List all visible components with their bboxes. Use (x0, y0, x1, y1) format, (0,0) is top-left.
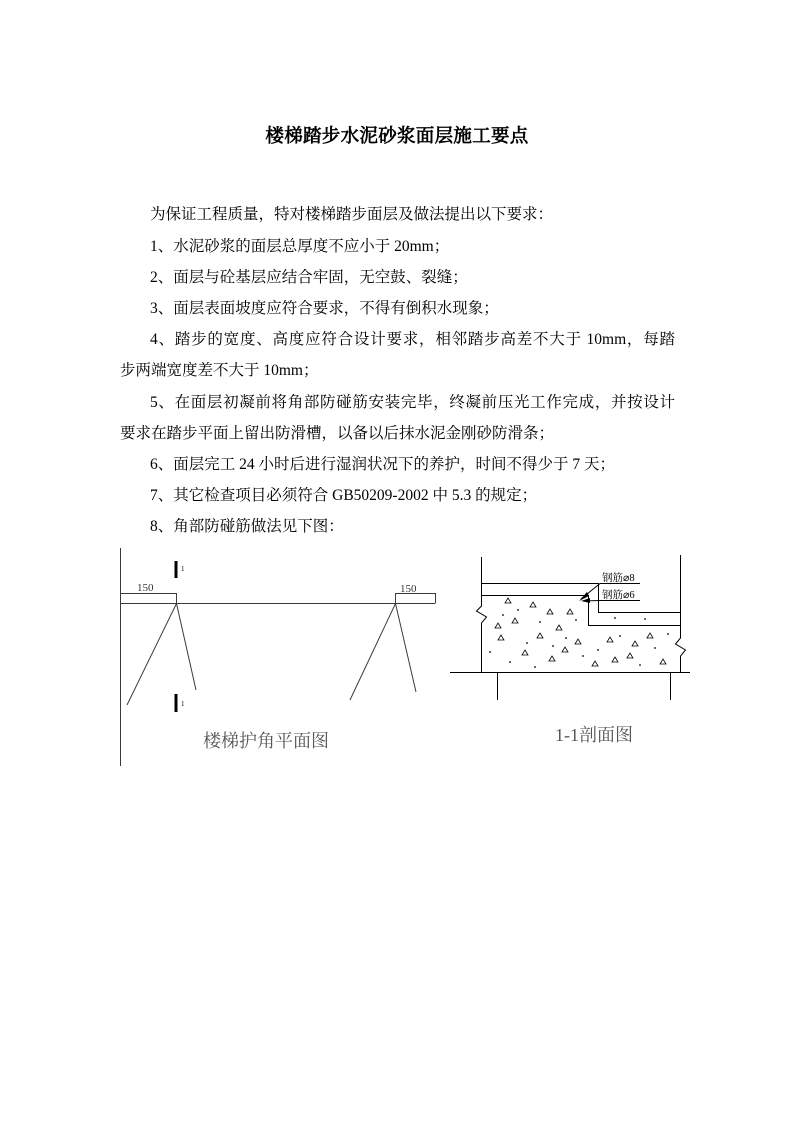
dimension-box-right (396, 594, 436, 604)
concrete-aggregate-dots (489, 609, 669, 668)
rebar-label-diameter-6: 钢筋⌀6 (602, 590, 635, 601)
dimension-box-left (120, 594, 177, 604)
section-mark-top-bar (175, 561, 178, 578)
requirement-item-4-line-1: 4、踏步的宽度、高度应符合设计要求，相邻踏步高差不大于 10mm，每踏 (150, 331, 675, 349)
section-mark-bottom-bar (175, 694, 178, 712)
corner-guard-left (127, 604, 196, 706)
intro-paragraph: 为保证工程质量，特对楼梯踏步面层及做法提出以下要求： (150, 206, 554, 224)
requirement-item-5-line-2: 要求在踏步平面上留出防滑槽，以备以后抹水泥金刚砂防滑条； (120, 424, 555, 442)
requirement-item-4-line-2: 步两端宽度差不大于 10mm； (120, 362, 319, 380)
requirement-item-5-line-1: 5、在面层初凝前将角部防碰筋安装完毕，终凝前压光工作完成，并按设计 (150, 393, 675, 411)
page-title: 楼梯踏步水泥砂浆面层施工要点 (265, 127, 529, 147)
requirement-item-1: 1、水泥砂浆的面层总厚度不应小于 20mm； (150, 237, 450, 255)
section-mark-top-label: 1 (181, 565, 185, 573)
section-figure-caption: 1-1剖面图 (555, 725, 633, 745)
section-right-break-edge (676, 555, 686, 672)
section-left-break-edge (477, 557, 487, 672)
concrete-hatching (495, 598, 666, 666)
dimension-label-right: 150 (400, 583, 417, 595)
detail-drawings (0, 540, 794, 775)
requirements-text (120, 199, 675, 542)
requirement-item-8: 8、角部防碰筋做法见下图： (150, 518, 344, 536)
requirement-item-2: 2、面层与砼基层应结合牢固，无空鼓、裂缝； (150, 268, 468, 286)
mortar-surface-profile (481, 584, 680, 613)
section-mark-bottom-label: 1 (181, 700, 185, 708)
requirement-item-3: 3、面层表面坡度应符合要求，不得有倒积水现象； (150, 299, 499, 317)
corner-guard-right (350, 604, 416, 701)
plan-figure-caption: 楼梯护角平面图 (203, 731, 329, 751)
rebar-label-diameter-8: 钢筋⌀8 (602, 573, 635, 584)
dimension-label-left: 150 (137, 582, 154, 594)
requirement-item-6: 6、面层完工 24 小时后进行湿润状况下的养护，时间不得少于 7 天； (150, 455, 616, 473)
section-1-1-figure (450, 555, 690, 700)
requirement-item-7: 7、其它检查项目必须符合 GB50209-2002 中 5.3 的规定； (150, 487, 538, 505)
